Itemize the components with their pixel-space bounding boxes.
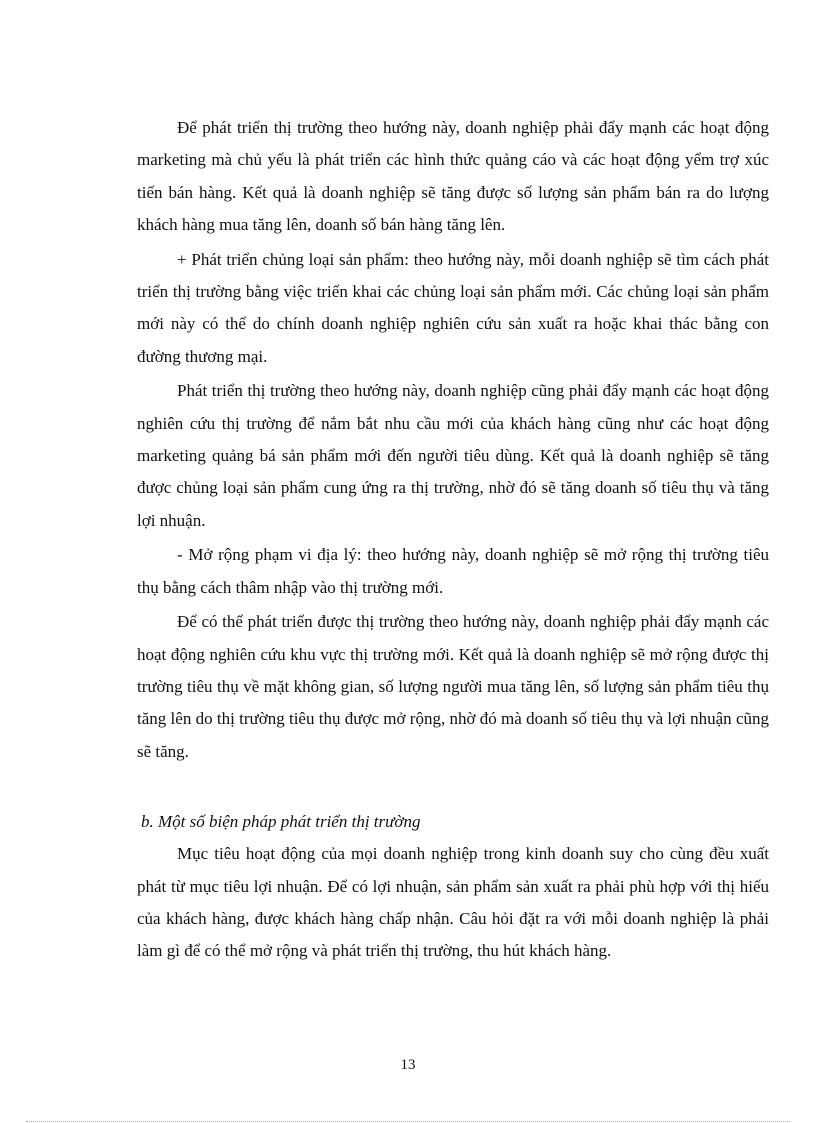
page-number: 13 xyxy=(400,1057,416,1073)
paragraph-advertising-result: Để phát triển thị trường theo hướng này, doanh nghiệp phải đẩy mạnh các hoạt động marketing mà chủ yếu là phát triển các hình thức quảng cáo và các hoạt động yểm trợ xúc tiến bán hàng. Kết quả là doanh nghiệp sẽ tăng được số lượng sản phẩm bán ra do lượng khách hàng mua tăng lên, doanh số bán hàng tăng lên. xyxy=(137,118,769,235)
section-heading: b. Một số biện pháp phát triển thị trường xyxy=(141,812,421,832)
page-bottom-divider xyxy=(26,1121,790,1122)
paragraph-product-variety-result: Phát triển thị trường theo hướng này, doanh nghiệp cũng phải đẩy mạnh các hoạt động nghiên cứu thị trường để nắm bắt nhu cầu mới của khách hàng cũng như các hoạt động marketing quảng bá sản phẩm mới đến người tiêu dùng. Kết quả là doanh nghiệp sẽ tăng được chủng loại sản phẩm cung ứng ra thị trường, nhờ đó sẽ tăng doanh số tiêu thụ và tăng lợi nhuận. xyxy=(137,381,769,530)
paragraph-product-variety: + Phát triển chủng loại sản phẩm: theo hướng này, mỗi doanh nghiệp sẽ tìm cách phát triển thị trường bằng việc triển khai các chủng loại sản phẩm mới. Các chủng loại sản phẩm mới này có thể do chính doanh nghiệp nghiên cứu sản xuất ra hoặc khai thác bằng con đường thương mại. xyxy=(137,249,769,366)
paragraph-business-objective: Mục tiêu hoạt động của mọi doanh nghiệp trong kinh doanh suy cho cùng đều xuất phát từ mục tiêu lợi nhuận. Để có lợi nhuận, sản phẩm sản xuất ra phải phù hợp với thị hiếu của khách hàng, được khách hàng chấp nhận. Câu hỏi đặt ra với mỗi doanh nghiệp là phải làm gì để có thể mở rộng và phát triển thị trường, thu hút khách hàng. xyxy=(137,844,769,961)
page-content xyxy=(137,112,769,968)
paragraph-geographic-expansion-result: Để có thể phát triển được thị trường theo hướng này, doanh nghiệp phải đẩy mạnh các hoạt động nghiên cứu khu vực thị trường mới. Kết quả là doanh nghiệp sẽ mở rộng được thị trường tiêu thụ về mặt không gian, số lượng người mua tăng lên, số lượng sản phẩm tiêu thụ tăng lên do thị trường tiêu thụ được mở rộng, nhờ đó mà doanh số tiêu thụ và lợi nhuận cũng sẽ tăng. xyxy=(137,612,769,761)
paragraph-geographic-expansion: - Mở rộng phạm vi địa lý: theo hướng này, doanh nghiệp sẽ mở rộng thị trường tiêu thụ bằng cách thâm nhập vào thị trường mới. xyxy=(137,545,769,597)
